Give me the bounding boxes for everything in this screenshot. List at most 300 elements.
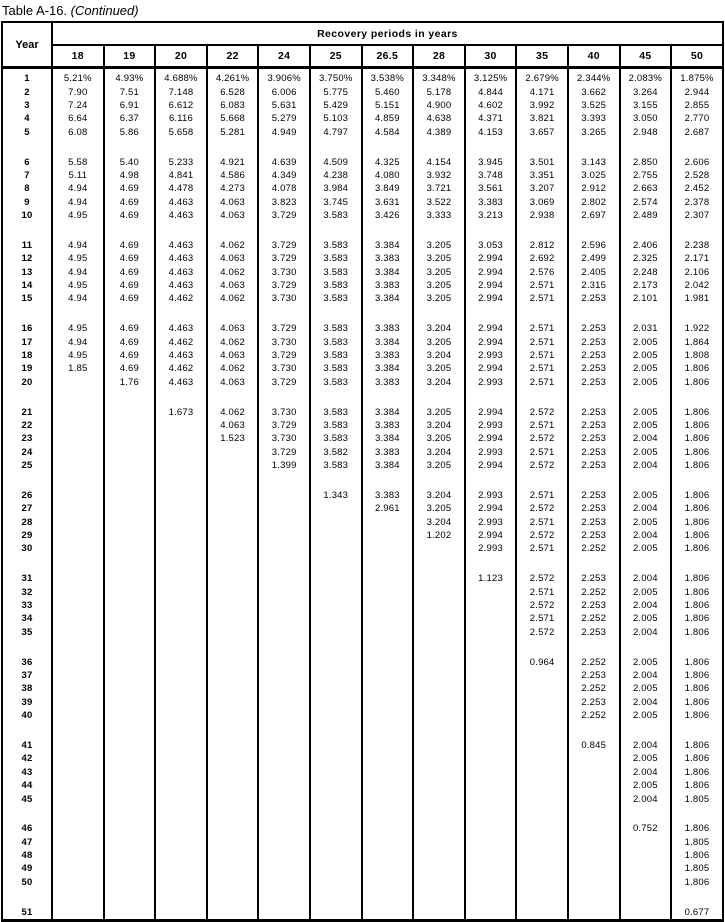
spacer-cell (413, 222, 465, 235)
value-cell: 2.572 (516, 459, 568, 472)
value-cell: 2.253 (568, 362, 620, 375)
spacer-cell (413, 639, 465, 652)
spacer-cell (258, 806, 310, 819)
value-cell: 2.253 (568, 486, 620, 502)
value-cell: 3.213 (465, 209, 517, 222)
value-cell: 4.98 (104, 169, 156, 182)
value-cell (155, 486, 207, 502)
value-cell (155, 542, 207, 555)
value-cell: 4.078 (258, 182, 310, 195)
spacer-cell (465, 389, 517, 402)
value-cell: 3.205 (413, 292, 465, 305)
table-row-year-42 (2, 752, 723, 765)
value-cell: 5.233 (155, 152, 207, 168)
value-cell (207, 585, 259, 598)
spacer-cell (568, 389, 620, 402)
year-cell: 10 (2, 209, 52, 222)
value-cell (310, 779, 362, 792)
value-cell (465, 876, 517, 889)
year-cell: 38 (2, 682, 52, 695)
spacer-cell (671, 222, 723, 235)
value-cell (207, 486, 259, 502)
value-cell: 6.528 (207, 85, 259, 98)
spacer-cell (207, 556, 259, 569)
value-cell: 2.855 (671, 99, 723, 112)
value-cell (413, 569, 465, 585)
value-cell: 4.69 (104, 209, 156, 222)
table-row-year-8 (2, 182, 723, 195)
table-row-year-44 (2, 779, 723, 792)
value-cell: 2.005 (620, 446, 672, 459)
value-cell (104, 709, 156, 722)
spacer-cell (207, 222, 259, 235)
period-header-30: 30 (465, 45, 517, 68)
value-cell (258, 766, 310, 779)
value-cell (516, 779, 568, 792)
value-cell: 3.583 (310, 265, 362, 278)
spacer-cell (465, 139, 517, 152)
value-cell: 3.745 (310, 196, 362, 209)
spacer-cell (516, 889, 568, 902)
value-cell: 2.571 (516, 279, 568, 292)
value-cell (258, 736, 310, 752)
value-cell (413, 599, 465, 612)
value-cell: 4.371 (465, 112, 517, 125)
value-cell: 2.993 (465, 446, 517, 459)
value-cell: 2.253 (568, 626, 620, 639)
value-cell (207, 736, 259, 752)
spacer-cell (516, 306, 568, 319)
value-cell: 0.964 (516, 652, 568, 668)
year-cell: 29 (2, 529, 52, 542)
value-cell: 2.938 (516, 209, 568, 222)
value-cell: 3.383 (362, 376, 414, 389)
value-cell: 4.921 (207, 152, 259, 168)
value-cell (104, 612, 156, 625)
year-cell: 3 (2, 99, 52, 112)
value-cell: 1.806 (671, 709, 723, 722)
value-cell (104, 682, 156, 695)
year-cell: 12 (2, 252, 52, 265)
spacer-cell (671, 472, 723, 485)
value-cell: 4.639 (258, 152, 310, 168)
value-cell: 3.384 (362, 265, 414, 278)
value-cell: 5.103 (310, 112, 362, 125)
value-cell: 4.94 (52, 182, 104, 195)
value-cell (155, 419, 207, 432)
value-cell: 3.205 (413, 402, 465, 418)
table-row-year-26 (2, 486, 723, 502)
year-cell: 34 (2, 612, 52, 625)
spacer-cell (413, 389, 465, 402)
value-cell (413, 669, 465, 682)
value-cell: 2.005 (620, 612, 672, 625)
value-cell: 3.583 (310, 279, 362, 292)
value-cell: 3.207 (516, 182, 568, 195)
value-cell: 2.571 (516, 362, 568, 375)
table-row-year-23 (2, 432, 723, 445)
table-row-year-33 (2, 599, 723, 612)
value-cell (155, 862, 207, 875)
group-spacer-row (2, 306, 723, 319)
value-cell (104, 779, 156, 792)
spacer-cell (413, 806, 465, 819)
value-cell: 3.383 (362, 252, 414, 265)
value-cell: 3.204 (413, 419, 465, 432)
value-cell (310, 516, 362, 529)
spacer-cell (207, 722, 259, 735)
spacer-cell (465, 222, 517, 235)
value-cell: 2.253 (568, 459, 620, 472)
period-header-19: 19 (104, 45, 156, 68)
value-cell (310, 569, 362, 585)
value-cell: 3.729 (258, 236, 310, 252)
value-cell (258, 599, 310, 612)
value-cell: 3.383 (362, 349, 414, 362)
value-cell: 1.806 (671, 752, 723, 765)
value-cell (516, 902, 568, 920)
value-cell (104, 696, 156, 709)
value-cell (207, 502, 259, 515)
value-cell (258, 835, 310, 848)
value-cell: 2.004 (620, 569, 672, 585)
value-cell (104, 736, 156, 752)
spacer-cell (413, 306, 465, 319)
value-cell (52, 542, 104, 555)
value-cell: 5.460 (362, 85, 414, 98)
spacer-cell (104, 722, 156, 735)
value-cell: 1.806 (671, 569, 723, 585)
spacer-cell (465, 889, 517, 902)
value-cell (52, 849, 104, 862)
value-cell: 2.663 (620, 182, 672, 195)
value-cell (104, 486, 156, 502)
period-header-35: 35 (516, 45, 568, 68)
value-cell (207, 766, 259, 779)
value-cell (310, 599, 362, 612)
value-cell (258, 902, 310, 920)
value-cell: 5.658 (155, 126, 207, 139)
value-cell: 5.58 (52, 152, 104, 168)
value-cell: 2.004 (620, 766, 672, 779)
value-cell: 2.325 (620, 252, 672, 265)
value-cell (207, 599, 259, 612)
value-cell (413, 835, 465, 848)
table-row-year-27 (2, 502, 723, 515)
group-spacer-row (2, 639, 723, 652)
table-row-year-28 (2, 516, 723, 529)
value-cell (516, 696, 568, 709)
value-cell: 3.383 (465, 196, 517, 209)
value-cell (310, 696, 362, 709)
value-cell: 2.755 (620, 169, 672, 182)
value-cell: 1.806 (671, 402, 723, 418)
value-cell: 1.806 (671, 599, 723, 612)
value-cell: 6.08 (52, 126, 104, 139)
value-cell (258, 542, 310, 555)
value-cell (155, 652, 207, 668)
table-header-row-periods (2, 45, 723, 68)
value-cell: 3.426 (362, 209, 414, 222)
value-cell: 4.95 (52, 279, 104, 292)
value-cell (155, 766, 207, 779)
spacer-cell (516, 806, 568, 819)
value-cell: 3.730 (258, 432, 310, 445)
spacer-cell (516, 639, 568, 652)
value-cell: 2.253 (568, 319, 620, 335)
spacer-cell (620, 639, 672, 652)
value-cell: 3.721 (413, 182, 465, 195)
value-cell: 1.864 (671, 335, 723, 348)
value-cell: 1.806 (671, 779, 723, 792)
value-cell (310, 902, 362, 920)
value-cell: 1.806 (671, 696, 723, 709)
table-row-year-51 (2, 902, 723, 920)
spacer-cell (362, 389, 414, 402)
value-cell (207, 876, 259, 889)
value-cell (258, 529, 310, 542)
year-cell: 31 (2, 569, 52, 585)
value-cell: 4.062 (207, 236, 259, 252)
value-cell: 3.205 (413, 459, 465, 472)
value-cell: 2.850 (620, 152, 672, 168)
value-cell (413, 585, 465, 598)
value-cell: 2.253 (568, 516, 620, 529)
value-cell: 2.489 (620, 209, 672, 222)
value-cell (207, 819, 259, 835)
spacer-cell (568, 139, 620, 152)
value-cell (310, 709, 362, 722)
value-cell: 4.063 (207, 376, 259, 389)
value-cell (52, 626, 104, 639)
value-cell: 3.631 (362, 196, 414, 209)
spacer-cell (207, 889, 259, 902)
value-cell (362, 682, 414, 695)
value-cell: 3.205 (413, 236, 465, 252)
value-cell: 3.025 (568, 169, 620, 182)
value-cell (620, 849, 672, 862)
value-cell (52, 709, 104, 722)
spacer-cell (362, 722, 414, 735)
value-cell: 1.808 (671, 349, 723, 362)
value-cell (52, 486, 104, 502)
value-cell: 2.571 (516, 585, 568, 598)
value-cell (362, 792, 414, 805)
value-cell (258, 626, 310, 639)
value-cell: 3.583 (310, 209, 362, 222)
value-cell: 2.253 (568, 529, 620, 542)
spacer-cell (568, 889, 620, 902)
value-cell: 3.583 (310, 419, 362, 432)
value-cell (362, 862, 414, 875)
value-cell: 3.205 (413, 252, 465, 265)
value-cell (465, 849, 517, 862)
value-cell (52, 446, 104, 459)
value-cell: 5.151 (362, 99, 414, 112)
spacer-cell (310, 889, 362, 902)
value-cell: 4.69 (104, 236, 156, 252)
value-cell (104, 792, 156, 805)
spacer-cell (413, 889, 465, 902)
value-cell: 4.859 (362, 112, 414, 125)
spacer-cell (207, 389, 259, 402)
value-cell: 2.344% (568, 68, 620, 86)
value-cell: 2.770 (671, 112, 723, 125)
table-row-year-32 (2, 585, 723, 598)
value-cell: 3.657 (516, 126, 568, 139)
value-cell: 2.993 (465, 542, 517, 555)
spacer-cell (207, 139, 259, 152)
value-cell: 3.384 (362, 459, 414, 472)
value-cell: 2.238 (671, 236, 723, 252)
spacer-cell (155, 472, 207, 485)
spacer-cell (516, 722, 568, 735)
value-cell (207, 529, 259, 542)
value-cell (465, 819, 517, 835)
value-cell (207, 682, 259, 695)
value-cell: 1.343 (310, 486, 362, 502)
value-cell (155, 516, 207, 529)
value-cell (516, 835, 568, 848)
spacer-cell (465, 472, 517, 485)
spacer-cell (671, 556, 723, 569)
value-cell: 1.806 (671, 516, 723, 529)
year-cell: 25 (2, 459, 52, 472)
value-cell (413, 736, 465, 752)
value-cell: 4.154 (413, 152, 465, 168)
value-cell: 2.571 (516, 486, 568, 502)
value-cell (516, 752, 568, 765)
spacer-cell (465, 556, 517, 569)
table-row-year-47 (2, 835, 723, 848)
spacer-cell (2, 556, 52, 569)
value-cell: 4.063 (207, 252, 259, 265)
spacer-cell (155, 139, 207, 152)
value-cell: 3.525 (568, 99, 620, 112)
value-cell: 3.583 (310, 335, 362, 348)
spacer-cell (207, 306, 259, 319)
value-cell: 7.148 (155, 85, 207, 98)
value-cell: 2.912 (568, 182, 620, 195)
period-header-45: 45 (620, 45, 672, 68)
value-cell (568, 792, 620, 805)
year-cell: 23 (2, 432, 52, 445)
value-cell: 5.86 (104, 126, 156, 139)
value-cell (413, 862, 465, 875)
value-cell: 4.462 (155, 292, 207, 305)
table-row-year-50 (2, 876, 723, 889)
spacer-cell (52, 722, 104, 735)
value-cell: 2.005 (620, 542, 672, 555)
spacer-cell (310, 472, 362, 485)
value-cell (413, 792, 465, 805)
value-cell: 2.948 (620, 126, 672, 139)
value-cell (104, 626, 156, 639)
value-cell: 3.583 (310, 402, 362, 418)
value-cell: 3.383 (362, 419, 414, 432)
value-cell: 2.004 (620, 736, 672, 752)
value-cell (104, 569, 156, 585)
value-cell: 5.429 (310, 99, 362, 112)
value-cell (207, 612, 259, 625)
spacer-cell (104, 556, 156, 569)
value-cell (207, 696, 259, 709)
value-cell (155, 459, 207, 472)
value-cell (207, 779, 259, 792)
table-row-year-35 (2, 626, 723, 639)
value-cell (104, 529, 156, 542)
value-cell: 2.572 (516, 432, 568, 445)
spacer-cell (207, 806, 259, 819)
year-cell: 39 (2, 696, 52, 709)
value-cell: 2.572 (516, 569, 568, 585)
value-cell: 4.063 (207, 319, 259, 335)
value-cell (207, 835, 259, 848)
value-cell: 2.499 (568, 252, 620, 265)
table-row-year-40 (2, 709, 723, 722)
value-cell: 4.463 (155, 236, 207, 252)
value-cell (362, 779, 414, 792)
value-cell (104, 446, 156, 459)
value-cell (155, 529, 207, 542)
value-cell: 7.51 (104, 85, 156, 98)
value-cell: 2.571 (516, 335, 568, 348)
value-cell: 2.005 (620, 376, 672, 389)
year-cell: 7 (2, 169, 52, 182)
value-cell: 2.252 (568, 682, 620, 695)
spacer-cell (465, 306, 517, 319)
value-cell: 6.083 (207, 99, 259, 112)
value-cell (516, 819, 568, 835)
value-cell (52, 862, 104, 875)
value-cell: 2.004 (620, 432, 672, 445)
table-row-year-46 (2, 819, 723, 835)
value-cell: 3.205 (413, 279, 465, 292)
value-cell: 2.572 (516, 502, 568, 515)
value-cell: 4.273 (207, 182, 259, 195)
value-cell (52, 585, 104, 598)
year-cell: 33 (2, 599, 52, 612)
value-cell: 3.393 (568, 112, 620, 125)
year-cell: 42 (2, 752, 52, 765)
value-cell: 3.730 (258, 292, 310, 305)
value-cell (516, 849, 568, 862)
value-cell: 4.69 (104, 252, 156, 265)
spacer-cell (516, 389, 568, 402)
spacer-cell (620, 389, 672, 402)
spacer-cell (52, 222, 104, 235)
value-cell: 4.95 (52, 349, 104, 362)
table-row-year-13 (2, 265, 723, 278)
value-cell: 3.384 (362, 236, 414, 252)
value-cell (310, 736, 362, 752)
value-cell: 4.063 (207, 349, 259, 362)
value-cell: 2.307 (671, 209, 723, 222)
spacer-cell (258, 556, 310, 569)
value-cell (155, 585, 207, 598)
value-cell (258, 696, 310, 709)
value-cell: 3.265 (568, 126, 620, 139)
value-cell: 1.806 (671, 376, 723, 389)
value-cell: 2.692 (516, 252, 568, 265)
value-cell: 2.004 (620, 459, 672, 472)
value-cell: 2.994 (465, 279, 517, 292)
value-cell: 2.994 (465, 335, 517, 348)
value-cell (465, 752, 517, 765)
spacer-cell (362, 639, 414, 652)
value-cell (568, 849, 620, 862)
value-cell (620, 902, 672, 920)
